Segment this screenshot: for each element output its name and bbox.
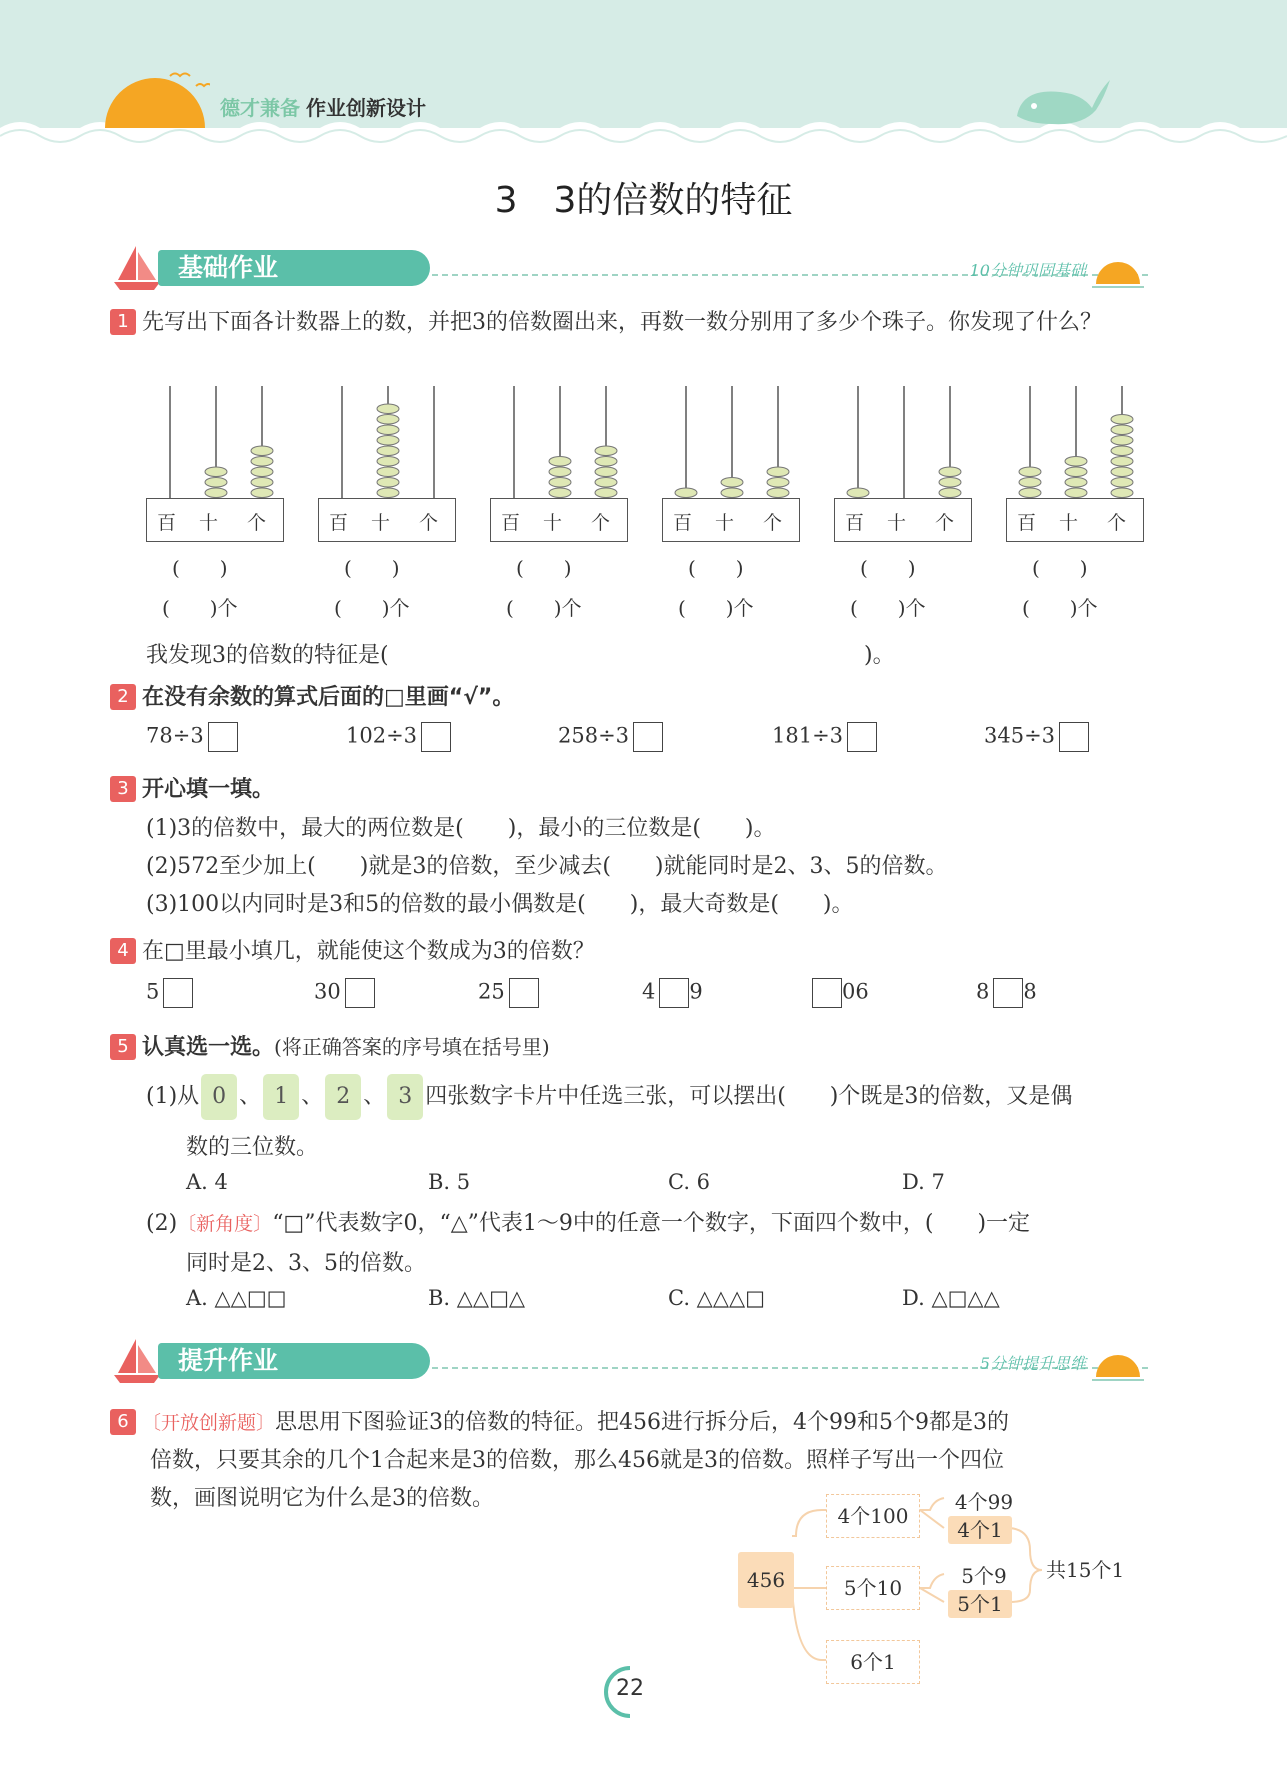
abacus-bead [595,457,617,467]
abacus-bead [251,467,273,477]
abacus-bead [1111,425,1133,435]
tree-node-ones: 6个1 [826,1640,920,1684]
q5-p2-text: “□”代表数字0，“△”代表1～9中的任意一个数字，下面四个数中，( )一定 [272,1211,1031,1236]
abacus-bead [205,478,227,488]
q2-items [146,722,1146,758]
abacus-bead [939,488,961,498]
q1-text [110,305,1155,341]
section-hint-advanced: 5分钟提升思维 [979,1354,1086,1373]
tree-node-hundreds: 4个100 [826,1494,920,1538]
abacus-bead [595,446,617,456]
place-label: 十 [543,512,563,534]
place-label: 个 [591,512,611,534]
abacus-rods [1006,380,1146,500]
count-blank[interactable]: ( )个 [506,596,582,620]
digit-box[interactable] [163,978,193,1008]
abacus-bead [847,488,869,498]
q5-part2 [146,1206,1030,1237]
q4-text [110,934,595,970]
digit-card: 2 [325,1074,361,1120]
digit-card: 3 [387,1074,423,1120]
abacus-bead [939,478,961,488]
number-blank[interactable]: ( ) [344,556,400,580]
q4-item [146,978,193,1008]
tree-leaf-9: 5个9 [961,1564,1007,1588]
answer-box[interactable] [633,722,663,752]
count-blank[interactable]: ( )个 [678,596,754,620]
q4-item [642,978,703,1008]
q1-finding-end: )。 [864,643,895,668]
q3-line: (1)3的倍数中，最大的两位数是( )，最小的三位数是( )。 [146,816,776,841]
q5-p2-pre: (2) [146,1211,178,1236]
abacus-place-box [834,498,972,542]
option[interactable]: D. △□△△ [902,1286,1000,1310]
tree-leaf-4ones: 4个1 [948,1516,1012,1544]
q6-line [110,1404,1160,1442]
digit-box[interactable] [812,978,842,1008]
q2-expr: 345÷3 [984,723,1056,748]
place-label: 十 [715,512,735,534]
abacus-bead [721,478,743,488]
tree-leaf-99: 4个99 [954,1490,1014,1514]
place-label: 十 [199,512,219,534]
section-label-basic: 基础作业 [158,250,430,286]
whale-icon [1012,74,1112,130]
page-number: 22 [616,1676,644,1701]
abacus-bead [377,488,399,498]
count-blank[interactable]: ( )个 [850,596,926,620]
q6-line3: 数，画图说明它为什么是3的倍数。 [150,1486,494,1511]
abacus-bead [377,425,399,435]
place-label: 百 [157,512,177,534]
q2-item [558,722,663,752]
abacus-bead [1111,436,1133,446]
place-label: 百 [673,512,693,534]
abacus-bead [1111,488,1133,498]
q2-item [984,722,1089,752]
q5-part1 [146,1072,1072,1122]
q2-expr: 258÷3 [558,723,630,748]
digit-card: 1 [263,1074,299,1120]
q3-number: 3 [110,776,136,802]
place-label: 十 [1059,512,1079,534]
abacus-bead [549,488,571,498]
place-label: 十 [887,512,907,534]
q4-post: 06 [842,979,869,1004]
place-label: 个 [1107,512,1127,534]
digit-box[interactable] [509,978,539,1008]
abacus-bead [377,404,399,414]
abacus-bead [549,467,571,477]
tree-root: 456 [738,1552,794,1608]
option[interactable]: B. 5 [428,1170,471,1194]
q4-post: 9 [689,979,703,1004]
count-blank[interactable]: ( )个 [162,596,238,620]
place-label: 百 [501,512,521,534]
abacus-bead [1065,457,1087,467]
section-banner-basic [112,244,1148,294]
brand-dark: 作业创新设计 [306,96,426,120]
abacus-bead [377,478,399,488]
option[interactable]: C. 6 [668,1170,711,1194]
q4-item [976,978,1037,1008]
q1-prompt: 先写出下面各计数器上的数，并把3的倍数圈出来，再数一数分别用了多少个珠子。你发现了什么？ [142,310,1103,335]
abacus-bead [1111,457,1133,467]
sailboat-icon [112,1337,162,1385]
answer-box[interactable] [208,722,238,752]
abacus-bead [767,467,789,477]
abacus-place-box [490,498,628,542]
q2-item [146,722,238,752]
tree-leaf-5ones: 5个1 [948,1590,1012,1618]
card-separator: 、 [363,1084,386,1109]
abacus-bead [377,446,399,456]
abacus-bead [1065,488,1087,498]
q2-expr: 102÷3 [346,723,418,748]
abacus-rods [834,380,974,500]
abacus-bead [205,467,227,477]
abacus [146,380,286,620]
abacus-rods [662,380,802,500]
abacus [662,380,802,620]
q4-pre: 8 [976,979,990,1004]
q5-p1-post: 四张数字卡片中任选三张，可以摆出( )个既是3的倍数，又是偶 [425,1084,1073,1109]
q3-title: 开心填一填。 [142,777,275,802]
tree-total: 共15个1 [1046,1558,1125,1582]
abacus [318,380,458,620]
tree-node-tens: 5个10 [826,1566,920,1610]
abacus-bead [1065,478,1087,488]
sailboat-icon [112,244,162,292]
q4-items [146,978,1146,1014]
abacus-place-box [1006,498,1144,542]
q5-p2-options [186,1286,1086,1318]
sun-icon [100,58,210,130]
q4-number: 4 [110,938,136,964]
abacus-rods [146,380,286,500]
option[interactable]: C. △△△□ [668,1286,765,1310]
q1-number: 1 [110,309,136,335]
brand-green: 德才兼备 [220,96,300,120]
place-label: 百 [845,512,865,534]
q2-item [346,722,451,752]
abacus-bead [251,488,273,498]
q2-number: 2 [110,684,136,710]
abacus-bead [1111,446,1133,456]
abacus-bead [251,478,273,488]
answer-box[interactable] [1059,722,1089,752]
abacus-bead [595,467,617,477]
new-angle-tag: 〔新角度〕 [177,1213,273,1235]
abacus-bead [1111,478,1133,488]
abacus-bead [1111,415,1133,425]
digit-box[interactable] [659,978,689,1008]
abacus-rods [490,380,630,500]
abacus-rods [318,380,458,500]
section-label-advanced: 提升作业 [158,1343,430,1379]
q2-title: 在没有余数的算式后面的□里画“√”。 [142,685,515,710]
card-separator: 、 [239,1084,262,1109]
place-label: 百 [1017,512,1037,534]
q5-note: (将正确答案的序号填在括号里) [274,1035,550,1059]
option[interactable]: B. △△□△ [428,1286,526,1310]
number-blank[interactable]: ( ) [860,556,916,580]
abacus-bead [1111,467,1133,477]
abacus-bead [549,478,571,488]
option[interactable]: D. 7 [902,1170,945,1194]
answer-box[interactable] [421,722,451,752]
section-hint-basic: 10分钟巩固基础 [969,261,1086,280]
abacus-place-box [146,498,284,542]
abacus-bead [1019,478,1041,488]
place-label: 个 [935,512,955,534]
abacus-place-box [662,498,800,542]
option[interactable]: A. △△□□ [186,1286,287,1310]
brand-title [220,92,426,121]
section-banner-advanced [112,1337,1148,1387]
abacus-bead [1019,467,1041,477]
q4-item [478,978,539,1008]
sun-small-icon [1090,1347,1146,1383]
q5-title-row [110,1030,550,1061]
abacus-bead [377,457,399,467]
place-label: 个 [419,512,439,534]
place-label: 个 [247,512,267,534]
number-blank[interactable]: ( ) [516,556,572,580]
q1-finding-row [146,638,1146,669]
abacus-bead [251,457,273,467]
q3-title-row [110,772,274,803]
q6-line2: 倍数，只要其余的几个1合起来是3的倍数，那么456就是3的倍数。照样子写出一个四位 [150,1448,1004,1473]
abacus-bead [377,415,399,425]
q4-post: 8 [1023,979,1037,1004]
q5-p1-options [186,1170,1086,1202]
q5-p2-cont: 同时是2、3、5的倍数。 [186,1251,426,1276]
q4-pre: 4 [642,979,656,1004]
place-label: 个 [763,512,783,534]
digit-card: 0 [201,1074,237,1120]
q6-number: 6 [110,1409,136,1435]
abacus-bead [767,478,789,488]
number-blank[interactable]: ( ) [688,556,744,580]
q4-prompt: 在□里最小填几，就能使这个数成为3的倍数？ [142,939,595,964]
q3-line: (3)100以内同时是3和5的倍数的最小偶数是( )，最大奇数是( )。 [146,892,854,917]
number-blank[interactable]: ( ) [1032,556,1088,580]
q4-item [314,978,375,1008]
q4-pre: 5 [146,979,160,1004]
q5-number: 5 [110,1034,136,1060]
q6-line1: 思思用下图验证3的倍数的特征。把456进行拆分后，4个99和5个9都是3的 [275,1410,1009,1435]
number-blank[interactable]: ( ) [172,556,228,580]
count-blank[interactable]: ( )个 [334,596,410,620]
q4-item [808,978,869,1008]
q2-expr: 181÷3 [772,723,844,748]
sun-small-icon [1090,254,1146,290]
q5-p1-pre: (1)从 [146,1084,200,1109]
q4-pre: 30 [314,979,341,1004]
abacus-place-box [318,498,456,542]
q5-p1-cont: 数的三位数。 [186,1135,319,1160]
abacus-bead [377,436,399,446]
abacus-bead [1065,467,1087,477]
abacus-bead [721,488,743,498]
abacus-bead [549,457,571,467]
abacus-bead [767,488,789,498]
abacus [834,380,974,620]
answer-box[interactable] [847,722,877,752]
abacus-bead [377,467,399,477]
q4-pre: 25 [478,979,505,1004]
open-innovation-tag: 〔开放创新题〕 [142,1412,276,1434]
digit-box[interactable] [345,978,375,1008]
abacus-bead [205,488,227,498]
place-label: 十 [371,512,391,534]
q3-line: (2)572至少加上( )就是3的倍数，至少减去( )就能同时是2、3、5的倍数。 [146,854,948,879]
abacus [1006,380,1146,620]
abacus-bead [939,467,961,477]
q2-item [772,722,877,752]
abacus-bead [595,488,617,498]
count-blank[interactable]: ( )个 [1022,596,1098,620]
page-title: 3 3的倍数的特征 [494,180,793,221]
q5-title: 认真选一选。 [142,1035,275,1060]
digit-box[interactable] [993,978,1023,1008]
abacus-bead [251,446,273,456]
q1-finding: 我发现3的倍数的特征是( [146,643,389,668]
abacus [490,380,630,620]
q2-title-row [110,680,514,711]
card-separator: 、 [301,1084,324,1109]
abacus-bead [675,488,697,498]
option[interactable]: A. 4 [186,1170,228,1194]
abacus-bead [595,478,617,488]
abacus-bead [1019,488,1041,498]
q3-lines [146,810,947,924]
place-label: 百 [329,512,349,534]
abacus-area [0,380,1287,620]
q2-expr: 78÷3 [146,723,204,748]
